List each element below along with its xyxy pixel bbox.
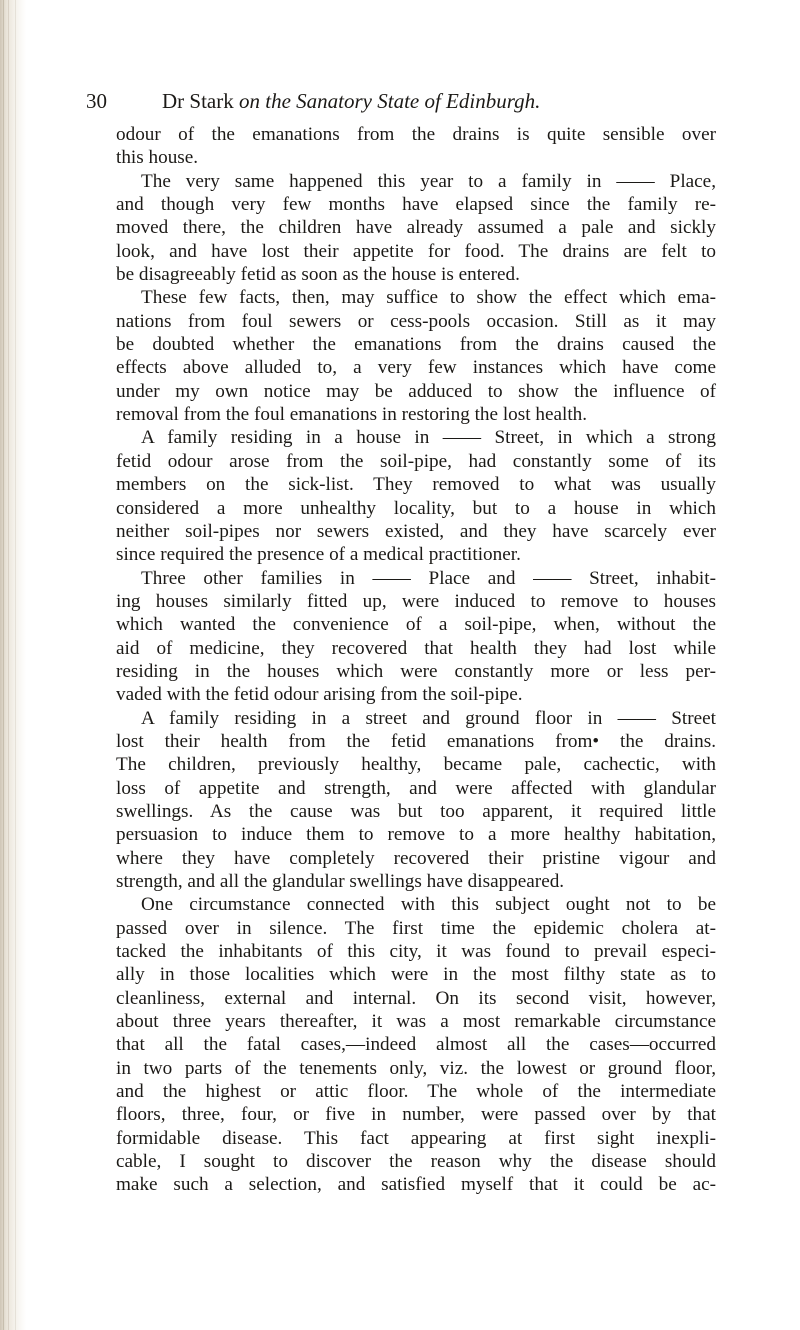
text-line: lost their health from the fetid emanations from• the drains. (116, 730, 716, 752)
text-line: vaded with the fetid odour arising from the soil-pipe. (116, 684, 523, 706)
text-line: These few facts, then, may suffice to show the effect which ema- (141, 287, 716, 309)
text-line: under my own notice may be adduced to show the influence of (116, 380, 716, 402)
text-line: formidable disease. This fact appearing at first sight inexpli- (116, 1127, 716, 1149)
text-line: One circumstance connected with this subject ought not to be (141, 894, 716, 916)
text-line: A family residing in a house in —— Street, in which a strong (141, 427, 716, 449)
text-line: look, and have lost their appetite for food. The drains are felt to (116, 240, 716, 262)
text-line: in two parts of the tenements only, viz. the lowest or ground floor, (116, 1057, 716, 1079)
running-head (86, 84, 726, 118)
text-line: nations from foul sewers or cess-pools occasion. Still as it may (116, 310, 716, 332)
text-line: loss of appetite and strength, and were affected with glandular (116, 777, 716, 799)
text-line: fetid odour arose from the soil-pipe, had constantly some of its (116, 450, 716, 472)
body-text (116, 123, 716, 1197)
text-line: floors, three, four, or five in number, were passed over by that (116, 1104, 716, 1126)
text-line: persuasion to induce them to remove to a more healthy habitation, (116, 824, 716, 846)
text-line: ing houses similarly fitted up, were induced to remove to houses (116, 590, 716, 612)
text-line: residing in the houses which were constantly more or less per- (116, 660, 716, 682)
text-line: which wanted the convenience of a soil-pipe, when, without the (116, 614, 716, 636)
text-line: about three years thereafter, it was a most remarkable circumstance (116, 1011, 716, 1033)
page-binding-edge (0, 0, 26, 1330)
text-line: The very same happened this year to a family in —— Place, (141, 170, 716, 192)
text-line: Three other families in —— Place and —— Street, inhabit- (141, 567, 716, 589)
text-line: since required the presence of a medical practitioner. (116, 544, 521, 566)
text-line: odour of the emanations from the drains is quite sensible over (116, 124, 716, 145)
text-line: removal from the foul emanations in restoring the lost health. (116, 404, 588, 426)
text-line: that all the fatal cases,—indeed almost all the cases—occurred (116, 1034, 716, 1056)
header-author: Dr Stark (162, 89, 239, 113)
text-line: aid of medicine, they recovered that health they had lost while (116, 637, 716, 659)
text-line: where they have completely recovered their pristine vigour and (116, 847, 716, 869)
text-line: cable, I sought to discover the reason why the disease should (116, 1151, 716, 1173)
text-line: moved there, the children have already assumed a pale and sickly (116, 217, 716, 239)
text-line: strength, and all the glandular swellings have disappeared. (116, 871, 565, 892)
binding-shadow-line (3, 0, 4, 1330)
text-line: passed over in silence. The first time the epidemic cholera at- (116, 917, 716, 939)
header-title: on the Sanatory State of Edinburgh. (239, 89, 541, 113)
text-line: The children, previously healthy, became pale, cachectic, with (116, 754, 716, 776)
text-line: effects above alluded to, a very few instances which have come (116, 357, 716, 379)
text-line: A family residing in a street and ground floor in —— Street (141, 707, 716, 729)
text-line: neither soil-pipes nor sewers existed, and they have scarcely ever (116, 520, 716, 542)
binding-shadow-line (15, 0, 16, 1330)
text-line: this house. (116, 147, 199, 169)
text-line: considered a more unhealthy locality, but to a house in which (116, 497, 716, 519)
text-line: be disagreeably fetid as soon as the house is entered. (116, 264, 520, 286)
page-number: 30 (86, 89, 107, 113)
text-line: tacked the inhabitants of this city, it was found to prevail especi- (116, 941, 716, 963)
text-line: ally in those localities which were in the most filthy state as to (116, 964, 716, 986)
binding-shadow-line (8, 0, 9, 1330)
text-line: swellings. As the cause was but too apparent, it required little (116, 800, 716, 822)
text-line: cleanliness, external and internal. On its second visit, however, (116, 987, 716, 1009)
text-line: members on the sick-list. They removed to what was usually (116, 474, 716, 496)
text-line: and the highest or attic floor. The whole of the intermediate (116, 1081, 716, 1103)
text-line: make such a selection, and satisfied myself that it could be ac- (116, 1174, 716, 1196)
text-line: and though very few months have elapsed since the family re- (116, 194, 716, 216)
text-line: be doubted whether the emanations from the drains caused the (116, 334, 716, 356)
